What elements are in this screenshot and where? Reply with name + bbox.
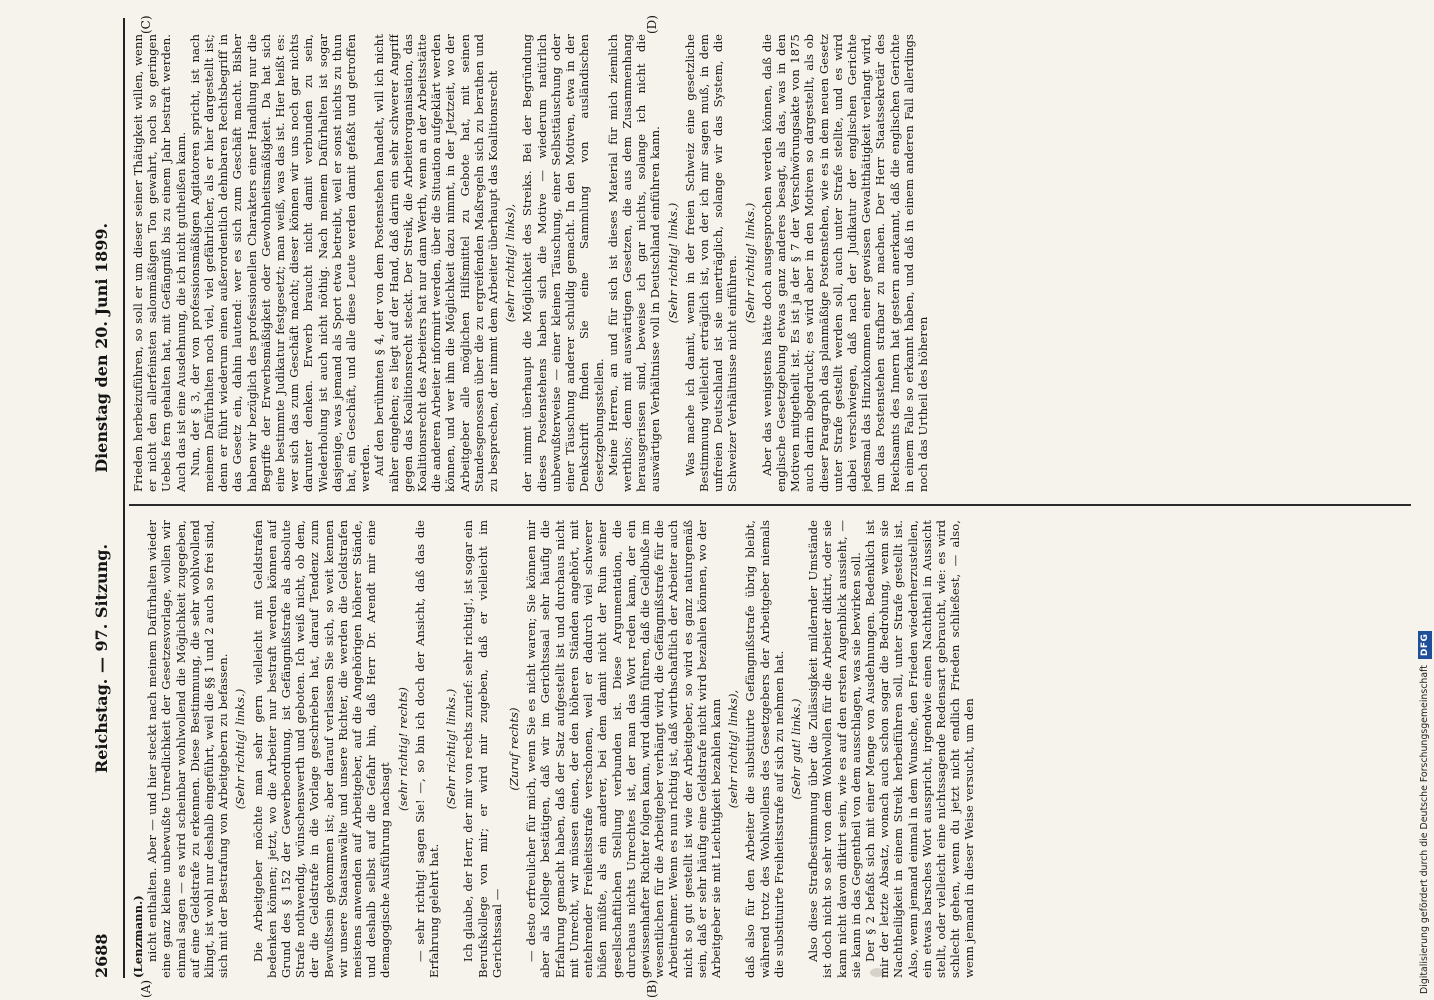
paragraph: Was mache ich damit, wenn in der freien Schweiz eine gesetzliche Bestimmung vielleicht erträglich ist, von der ich mir sagen muß, in dem unfreien Deutschland ist sie unerträglich, solange wir das System, die Schweizer Verhältnisse nicht einführen. — [682, 34, 740, 492]
interjection: (Sehr richtig! links.) — [742, 202, 757, 324]
paragraph: Frieden herbeizuführen, so soll er um dieser seiner Thätigkeit willen, wenn er nicht den allerfeinsten salonmäßigen Ton gewahrt, noch so geringen Uebels fern gehalten hat, mit Gefängniß bis zu einem Jahr bestraft werden. Auch das ist eine Ausdehnung, die ich nicht gutheißen kann. — [131, 34, 188, 492]
margin-label-c: (C) — [139, 15, 153, 34]
paragraph: Nun, der § 3, der von professionsmäßigen Agitatoren spricht, ist nach meinem Dafürhalten noch viel, viel gefährlicher, als er hier dargestellt ist; denn er führt wiederum einen außerordentlich dehnbaren Rechtsbegriff in das Gesetz ein, dahin lautend: wer es sich zum Geschäft macht. Bisher haben wir bezüglich des professionellen Charakters einer Handlung nur die Begriffe der Erwerbsmäßigkeit oder Gewohnheitsmäßigkeit. Da hat sich eine bestimmte Judikatur festgesetzt; man weiß, was das ist. Hier heißt es: wer sich das zum Geschäft macht; dieser können wir uns noch gar nichts darunter denken. Erwerb braucht nicht damit verbunden zu sein, Wiederholung ist auch nicht nöthig. Nach meinem Dafürhalten ist sogar dasjenige, was jemand als Sport etwa betreibt, weil er sonst nichts zu thun hat, ein Geschäft, und alle diese Leute werden damit gefaßt und getroffen werden. — [187, 34, 373, 492]
paragraph: — desto erfreulicher für mich, wenn Sie es nicht waren; Sie können mir aber als Kollege bestätigen, daß wir im Gerichtssaal sehr häufig die Erfahrung gemacht haben, daß der Satz aufgestellt ist und durchaus nicht mit Unrecht, wir müssen einen, der den höheren Ständen angehört, mit entehrender Freiheitsstrafe verschonen, weil er dadurch viel schwerer büßen müßte, als ein anderer, bei dem damit nicht der Ruin seiner gesellschaftlichen Stellung verbunden ist. Diese Argumentation, die durchaus nichts Unrechtes ist, der man das Wort reden kann, der ein gewissenhafter Richter folgen kann, wird dahin führen, daß die Geldbuße im wesentlichen für die Arbeitgeber verhängt wird, die Gefängnißstrafe für die Arbeitnehmer. Wenn es nun richtig ist, daß wirthschaftlich der Arbeiter auch nicht so gut gestellt ist wie der Arbeitgeber, so wird es ganz naturgemäß sein, daß er sehr häufig eine Geldstrafe nicht wird bezahlen können, wo der Arbeitgeber sie mit Leichtigkeit bezahlen kann — [524, 520, 723, 978]
paragraph: Der § 2 befaßt sich mit einer Menge von Ausdehnungen. Bedenklich ist mir der letzte Absatz, wonach auch schon sogar die Bedrohung, wenn sie Nachtheiligkeit in einem Streik herbeiführen soll, unter Strafe gestellt ist. Also, wenn jemand einmal in dem Wunsche, den Frieden wiederherzustellen, ein etwas barsches Wort ausspricht, irgendwie einen Nachtheil in Aussicht stellt, oder vielleicht eine nichtssagende Redensart gebraucht, wie: es wird schlecht gehen, wenn du jetzt nicht endlich Frieden schließest, — also, wenn jemand in dieser Weise versucht, um den — [862, 520, 977, 978]
header-left: Reichstag. — 97. Sitzung. — [92, 543, 111, 774]
header-right: Dienstag den 20. Juni 1899. — [92, 222, 111, 473]
speaker-name: (Lenzmann.) — [131, 895, 145, 978]
paragraph: Ich glaube, der Herr, der mir von rechts zurief: sehr richtig!, ist sogar ein Berufskollege von mir; er wird mir zugeben, daß er vielleicht im Gerichtssaal — — [461, 520, 504, 978]
paragraph: Also diese Strafbestimmung über die Zulässigkeit mildernder Umstände ist doch nicht so sehr von dem Wohlwollen für die Arbeiter diktirt, oder sie kann nicht davon diktirt sein, wie es auf den ersten Augenblick aussieht, — sie kann in das Gegentheil von dem ausschlagen, was sie bewirken soll. — [806, 520, 863, 978]
paragraph: Meine Herren, an und für sich ist dieses Material für mich ziemlich werthlos; denn mit auswärtigen Gesetzen, die aus dem Zusammenhang herausgerissen sind, beweise ich gar nichts, solange ich nicht die auswärtigen Verhältnisse voll in Deutschland einführen kann. — [605, 34, 663, 492]
interjection: (Zuruf rechts) — [507, 707, 522, 791]
paragraph: der nimmt überhaupt die Möglichkeit des Streiks. Bei der Begründung dieses Postenstehens haben sich die Motive — wiederum natürlich unbewußterweise — einer kleinen Täuschung, einer Selbsttäuschung oder einer Täuschung anderer schuldig gemacht. In den Motiven, etwa in der Denkschrift finden Sie eine Sammlung von ausländischen Gesetzgebungsstellen. — [520, 34, 606, 492]
page-number: 2688 — [92, 933, 111, 978]
text-column-left — [131, 520, 1411, 978]
margin-label-a: (A) — [139, 979, 153, 998]
paragraph: daß also für den Arbeiter die substituirte Gefängnißstrafe übrig bleibt, während trotz des Wohlwollens des Gesetzgebers der Arbeitgeber niemals die substituirte Freiheitsstrafe auf sich zu nehmen hat. — [743, 520, 786, 978]
paragraph: nicht enthalten. Aber — und hier steckt nach meinem Dafürhalten wieder eine ganz kleine unbewußte Unredlichkeit der Gesetzesvorlage, wollen wir einmal sagen — es wird scheinbar wohlwollend die Möglichkeit zugegeben, auf eine Geldstrafe zu erkennen. Diese Bestimmung, die sehr wohlwollend klingt, ist wohl nur deshalb eingeführt, weil die §§ 1 und 2 auch so frei sind, sich mit der Bestrafung von Arbeitgebern zu befassen. — [145, 520, 231, 978]
interjection: (sehr richtig! rechts) — [395, 687, 410, 811]
header-rule — [123, 18, 125, 978]
column-rule — [129, 505, 1411, 507]
paragraph: Aber das wenigstens hätte doch ausgesprochen werden können, daß die englische Gesetzgebung etwas ganz anderes besagt, als das, was in den Motiven mitgetheilt ist. Es ist ja der § 7 der Verschwörungsakte von 1875 auch darin abgedruckt; es wird aber in den Motiven so dargestellt, als ob dieser Paragraph das planmäßige Postenstehen, wie es in dem neuen Gesetz unter Strafe gestellt werden soll, auch unter Strafe stellte, und es wird dabei verschwiegen, daß nach der Judikatur der englischen Gerichte jedesmal das Hinzukommen einer gewissen Gewaltthätigkeit verlangt wird, um das Postenstehen strafbar zu machen. Der Herr Staatssekretär des Reichsamts des Innern hat gestern anerkannt, daß die englischen Gerichte in einem Falle so erkannt haben, und daß in einem anderen Fall allerdings noch das Urtheil des höheren — [759, 34, 930, 492]
interjection: (sehr richtig! links), — [726, 689, 741, 809]
paragraph: Die Arbeitgeber möchte man sehr gern vielleicht mit Geldstrafen bedenken können; jetzt, wo die Arbeiter nur bestraft werden können auf Grund des § 152 der Gewerbeordnung, ist Gefängnißstrafe als absolute Strafe nothwendig, wünschenswerth und geboten. Ich weiß nicht, ob dem, der die Geldstrafe in die Vorlage geschrieben hat, darauf Tendenz zum Bewußtsein gekommen ist; aber darauf verlassen Sie sich, so weit kennen wir unsere Staatsanwälte und unsere Richter, die werden die Geldstrafen meistens anwenden auf Arbeitgeber, auf die Angehörigen höherer Stände, und deshalb selbst auf die Gefahr hin, daß Herr Dr. Arendt mir eine demagogische Ausführung nachsagt — [250, 520, 393, 978]
digitization-stamp — [1418, 4, 1432, 994]
running-header — [85, 18, 119, 978]
interjection: (Sehr richtig! links.) — [444, 688, 459, 810]
margin-label-b: (B) — [645, 979, 659, 998]
margin-label-d: (D) — [645, 15, 659, 34]
interjection: (Sehr gut! links.) — [788, 698, 803, 800]
rotated-page — [85, 15, 1425, 998]
dfg-logo: DFG — [1418, 631, 1432, 660]
interjection: (sehr richtig! links), — [503, 203, 518, 323]
header-title — [85, 158, 119, 838]
interjection: (Sehr richtig! links.) — [665, 202, 680, 324]
interjection: (Sehr richtig! links.) — [233, 688, 248, 810]
stamp-text: Digitalisierung gefördert durch die Deutsche Forschungsgemeinschaft — [1419, 665, 1430, 994]
paragraph: Auf den berühmten § 4, der von dem Postenstehen handelt, will ich nicht näher eingehen; es liegt auf der Hand, daß darin ein sehr schwerer Angriff gegen das Koalitionsrecht steckt. Der Streik, die Arbeiterorganisation, das Koalitionsrecht des Arbeiters hat nur dann Werth, wenn an der Arbeitsstätte die anderen Arbeiter informirt werden, über die Situation aufgeklärt werden können, und wer ihm die Möglichkeit dazu nimmt, in der Jetztzeit, wo der Arbeitgeber alle möglichen Hilfsmittel zu Gebote hat, mit seinen Standesgenossen über die zu ergreifenden Maßregeln sich zu berathen und zu besprechen, der nimmt dem Arbeiter überhaupt das Koalitionsrecht — [372, 34, 501, 492]
text-column-right — [131, 34, 1411, 492]
paragraph: — sehr richtig! sagen Sie! —, so bin ich doch der Ansicht, daß das die Erfahrung gelehrt hat. — [412, 520, 442, 978]
